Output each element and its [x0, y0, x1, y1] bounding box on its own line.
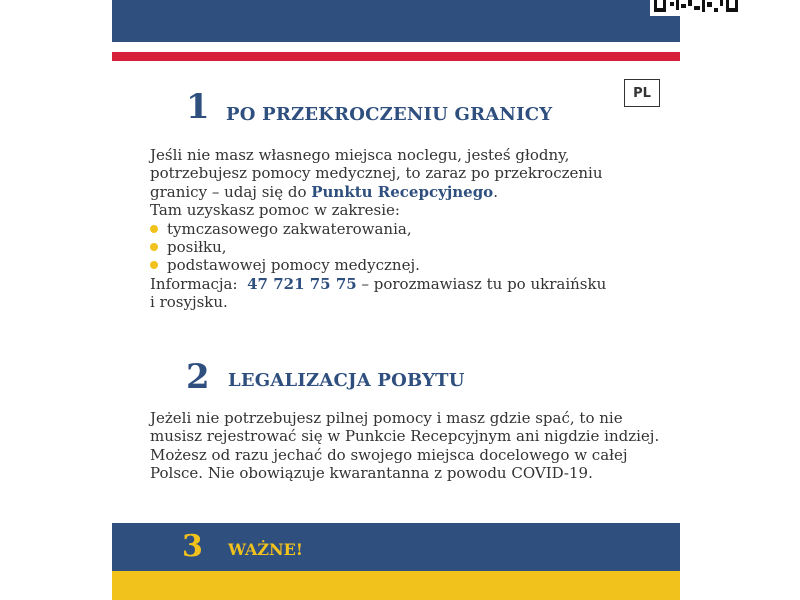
section-1-text: . [493, 182, 498, 201]
section-1-line: Jeśli nie masz własnego miejsca noclegu, jesteś głodny, [150, 146, 570, 164]
qr-code-icon [650, 0, 742, 16]
reception-point-label: Punktu Recepcyjnego [311, 182, 494, 201]
bullet-icon [150, 225, 158, 233]
bullet-icon [150, 243, 158, 251]
list-item [150, 220, 606, 238]
list-item-label: tymczasowego zakwaterowania, [167, 219, 412, 238]
section-2-line: Możesz od razu jechać do swojego miejsca docelowego w całej [150, 445, 628, 464]
header-red-stripe [112, 52, 680, 61]
section-3-title: WAŻNE! [228, 540, 303, 559]
header-band [112, 0, 680, 42]
info-line: i rosyjsku. [150, 293, 228, 312]
section-1-line: Tam uzyskasz pomoc w zakresie: [150, 201, 400, 220]
section-2-title: LEGALIZACJA POBYTU [228, 370, 465, 391]
section-1-number: 1 [186, 87, 210, 127]
section-1-body [150, 146, 606, 312]
section-1-title: PO PRZEKROCZENIU GRANICY [226, 104, 553, 125]
info-text: – porozmawiasz tu po ukraińsku [356, 274, 607, 293]
section-1-text: granicy – udaj się do [150, 182, 312, 201]
section-3-number: 3 [182, 529, 203, 564]
section-2-line: Jeżeli nie potrzebujesz pilnej pomocy i masz gdzie spać, to nie [150, 409, 623, 427]
section-1-line: potrzebujesz pomocy medycznej, to zaraz po przekroczeniu [150, 164, 603, 183]
section-1-line [150, 183, 606, 201]
bullet-icon [150, 261, 158, 269]
section-2-line: Polsce. Nie obowiązuje kwarantanna z powodu COVID-19. [150, 464, 593, 483]
list-item-label: posiłku, [167, 238, 227, 257]
section-2-body [150, 409, 659, 483]
info-line [150, 275, 606, 293]
section-2-number: 2 [186, 357, 210, 397]
section-2-line: musisz rejestrować się w Punkcie Recepcyjnym ani nigdzie indziej. [150, 427, 660, 446]
list-item [150, 256, 606, 274]
language-badge: PL [624, 79, 660, 107]
info-label: Informacja: [150, 274, 238, 293]
phone-number[interactable]: 47 721 75 75 [247, 274, 357, 293]
header-divider [112, 42, 680, 52]
important-banner-yellow [112, 571, 680, 600]
list-item [150, 238, 606, 256]
list-item-label: podstawowej pomocy medycznej. [167, 256, 420, 275]
